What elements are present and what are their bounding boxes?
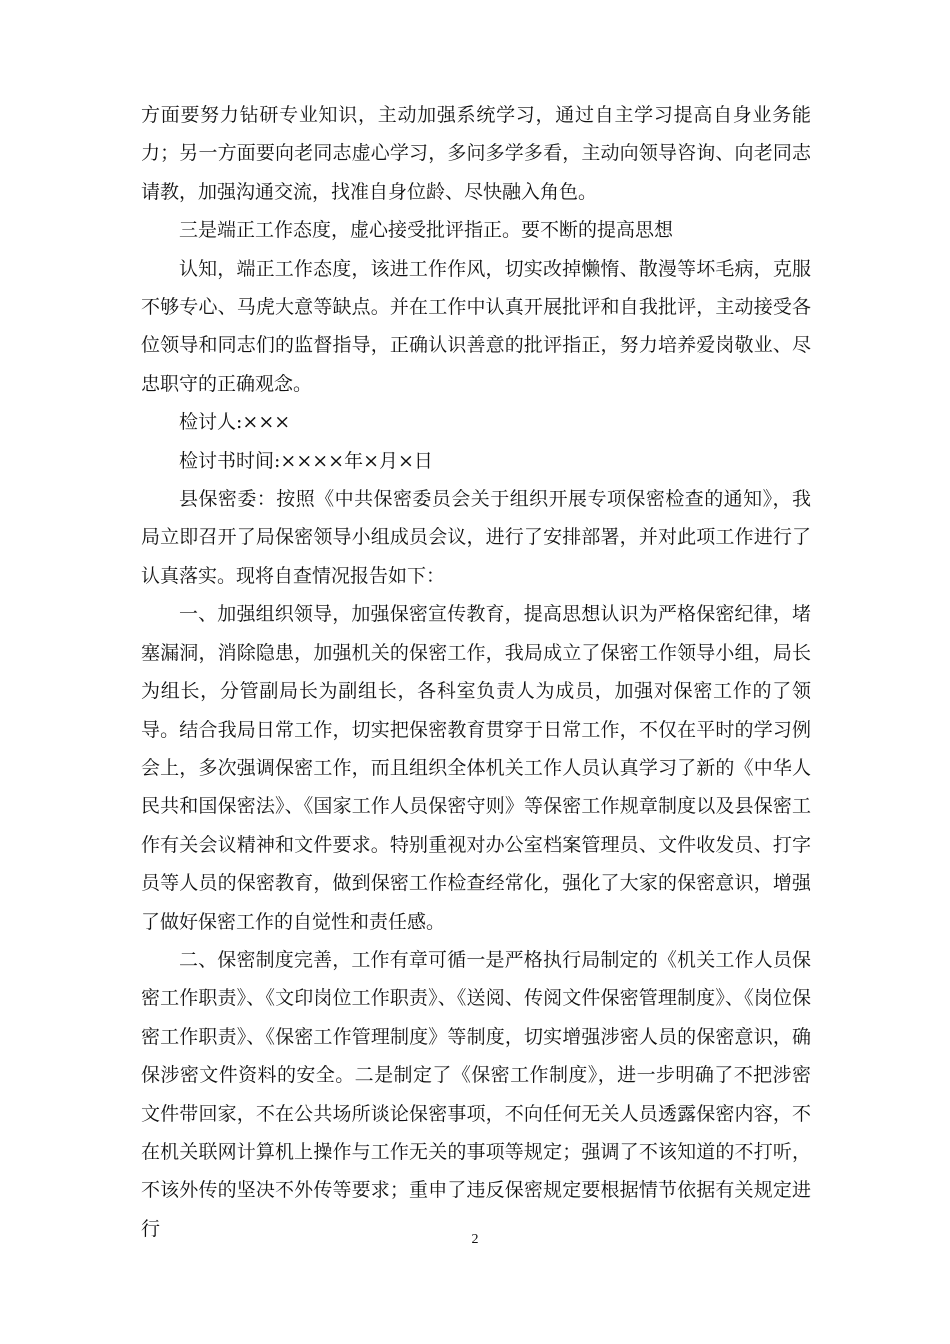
paragraph-attitude-body: 认知，端正工作态度，该进工作作风，切实改掉懒惰、散漫等坏毛病，克服不够专心、马虎大意等缺点。并在工作中认真开展批评和自我批评，主动接受各位领导和同志们的监督指导，正确认识善意的批评指正，努力培养爱岗敬业、尽忠职守的正确观念。 [141, 257, 811, 395]
paragraph-attitude-heading: 三是端正工作态度，虚心接受批评指正。要不断的提高思想 [179, 219, 674, 242]
signature-line: 检讨人:××× [179, 411, 291, 434]
paragraph-section-two: 二、保密制度完善，工作有章可循一是严格执行局制定的《机关工作人员保密工作职责》、《文印岗位工作职责》、《送阅、传阅文件保密管理制度》、《岗位保密工作职责》、《保密工作管理制度》等制度，切实增强涉密人员的保密意识，确保涉密文件资料的安全。二是制定了《保密工作制度》，进一步明确了不把涉密文件带回家，不在公共场所谈论保密事项，不向任何无关人员透露保密内容，不在机关联网计算机上操作与工作无关的事项等规定；强调了不该知道的不打听，不该外传的坚决不外传等要求；重申了违反保密规定要根据情节依据有关规定进行 [141, 948, 811, 1240]
paragraph-section-one: 一、加强组织领导，加强保密宣传教育，提高思想认识为严格保密纪律，堵塞漏洞，消除隐患，加强机关的保密工作，我局成立了保密工作领导小组，局长为组长，分管副局长为副组长，各科室负责人为成员，加强对保密工作的了领导。结合我局日常工作，切实把保密教育贯穿于日常工作，不仅在平时的学习例会上，多次强调保密工作，而且组织全体机关工作人员认真学习了新的《中华人民共和国保密法》、《国家工作人员保密守则》等保密工作规章制度以及县保密工作有关会议精神和文件要求。特别重视对办公室档案管理员、文件收发员、打字员等人员的保密教育，做到保密工作检查经常化，强化了大家的保密意识，增强了做好保密工作的自觉性和责任感。 [141, 603, 811, 933]
date-line: 检讨书时间:××××年×月×日 [179, 449, 433, 472]
paragraph-continuation: 方面要努力钻研专业知识，主动加强系统学习，通过自主学习提高自身业务能力；另一方面要向老同志虚心学习，多问多学多看，主动向领导咨询、向老同志请教，加强沟通交流，找准自身位龄、尽快融入角色。 [141, 104, 811, 203]
paragraph-report-intro: 县保密委：按照《中共保密委员会关于组织开展专项保密检查的通知》，我局立即召开了局保密领导小组成员会议，进行了安排部署，并对此项工作进行了认真落实。现将自查情况报告如下： [141, 488, 811, 587]
document-body [141, 96, 811, 1248]
page-number: 2 [471, 1232, 479, 1247]
